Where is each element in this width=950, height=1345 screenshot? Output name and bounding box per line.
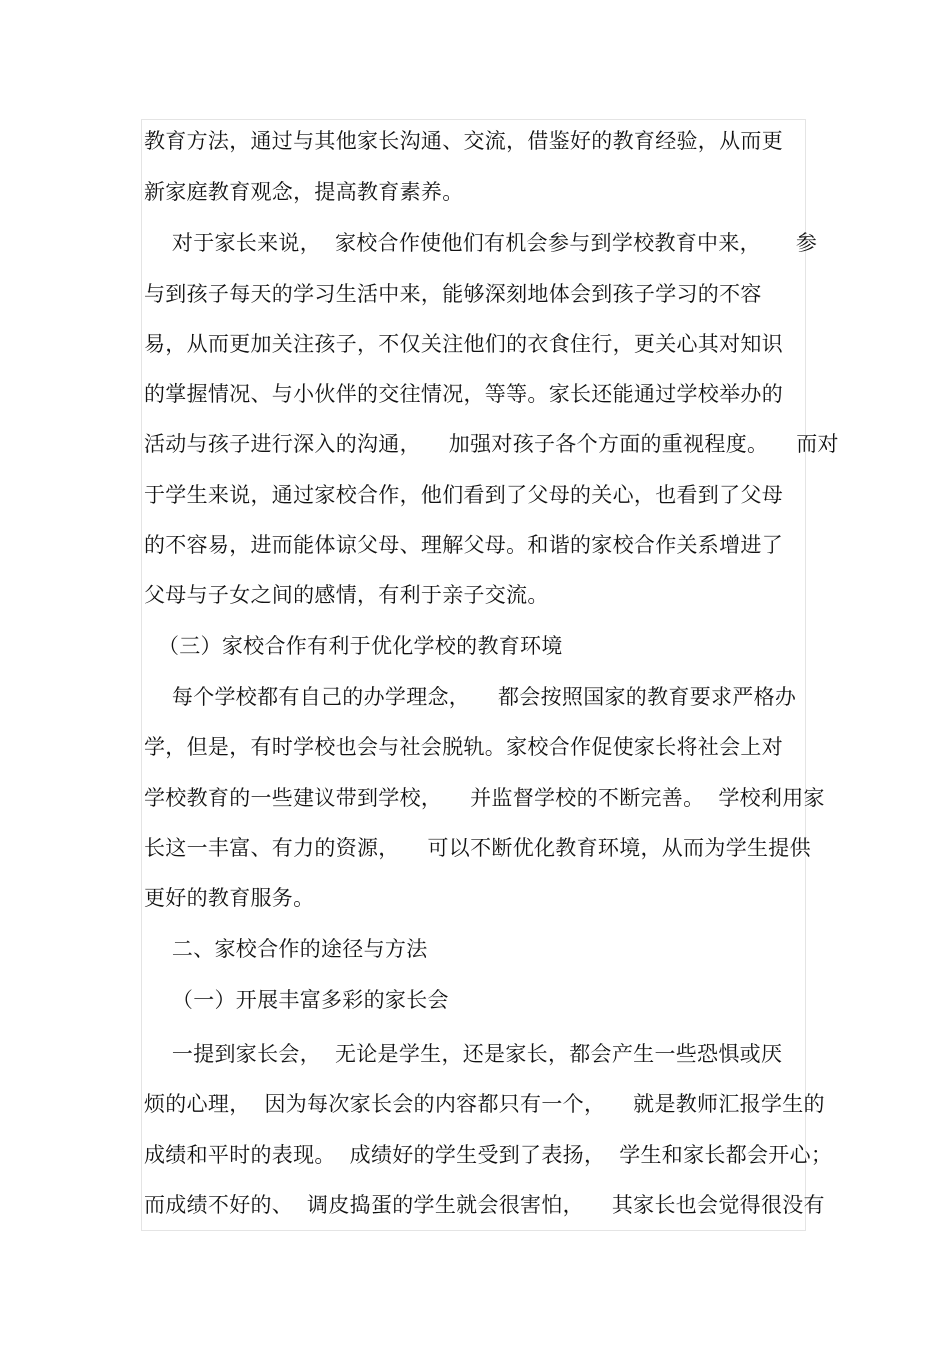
text-line: 每个学校都有自己的办学理念， 都会按照国家的教育要求严格办 <box>144 685 797 709</box>
text-line: 学，但是，有时学校也会与社会脱轨。家校合作促使家长将社会上对 <box>144 735 783 759</box>
text-line: 更好的教育服务。 <box>144 886 315 910</box>
text-line: 学校教育的一些建议带到学校， 并监督学校的不断完善。 学校利用家 <box>144 786 825 810</box>
text-line: 对于家长来说， 家校合作使他们有机会参与到学校教育中来， 参 <box>144 231 818 255</box>
section-heading: （三）家校合作有利于优化学校的教育环境 <box>144 634 563 658</box>
text-line: 新家庭教育观念，提高教育素养。 <box>144 180 464 204</box>
text-line: 教育方法，通过与其他家长沟通、交流，借鉴好的教育经验，从而更 <box>144 129 783 153</box>
text-line: 活动与孩子进行深入的沟通， 加强对孩子各个方面的重视程度。 而对 <box>144 432 839 456</box>
text-line: 父母与子女之间的感情，有利于亲子交流。 <box>144 583 549 607</box>
text-line: 成绩和平时的表现。 成绩好的学生受到了表扬， 学生和家长都会开心； <box>144 1143 833 1167</box>
text-line: 易，从而更加关注孩子，不仅关注他们的衣食住行，更关心其对知识 <box>144 332 783 356</box>
text-line: 一提到家长会， 无论是学生，还是家长，都会产生一些恐惧或厌 <box>144 1042 783 1066</box>
chapter-heading: 二、家校合作的途径与方法 <box>144 937 428 961</box>
text-line: 长这一丰富、有力的资源， 可以不断优化教育环境，从而为学生提供 <box>144 836 811 860</box>
text-line: 而成绩不好的、 调皮捣蛋的学生就会很害怕， 其家长也会觉得很没有 <box>144 1193 825 1217</box>
text-line: 与到孩子每天的学习生活中来，能够深刻地体会到孩子学习的不容 <box>144 282 762 306</box>
text-line: 的掌握情况、与小伙伴的交往情况，等等。家长还能通过学校举办的 <box>144 382 783 406</box>
section-heading: （一）开展丰富多彩的家长会 <box>144 988 449 1012</box>
text-line: 的不容易，进而能体谅父母、理解父母。和谐的家校合作关系增进了 <box>144 533 783 557</box>
text-line: 于学生来说，通过家校合作，他们看到了父母的关心，也看到了父母 <box>144 483 783 507</box>
text-line: 烦的心理， 因为每次家长会的内容都只有一个， 就是教师汇报学生的 <box>144 1092 825 1116</box>
